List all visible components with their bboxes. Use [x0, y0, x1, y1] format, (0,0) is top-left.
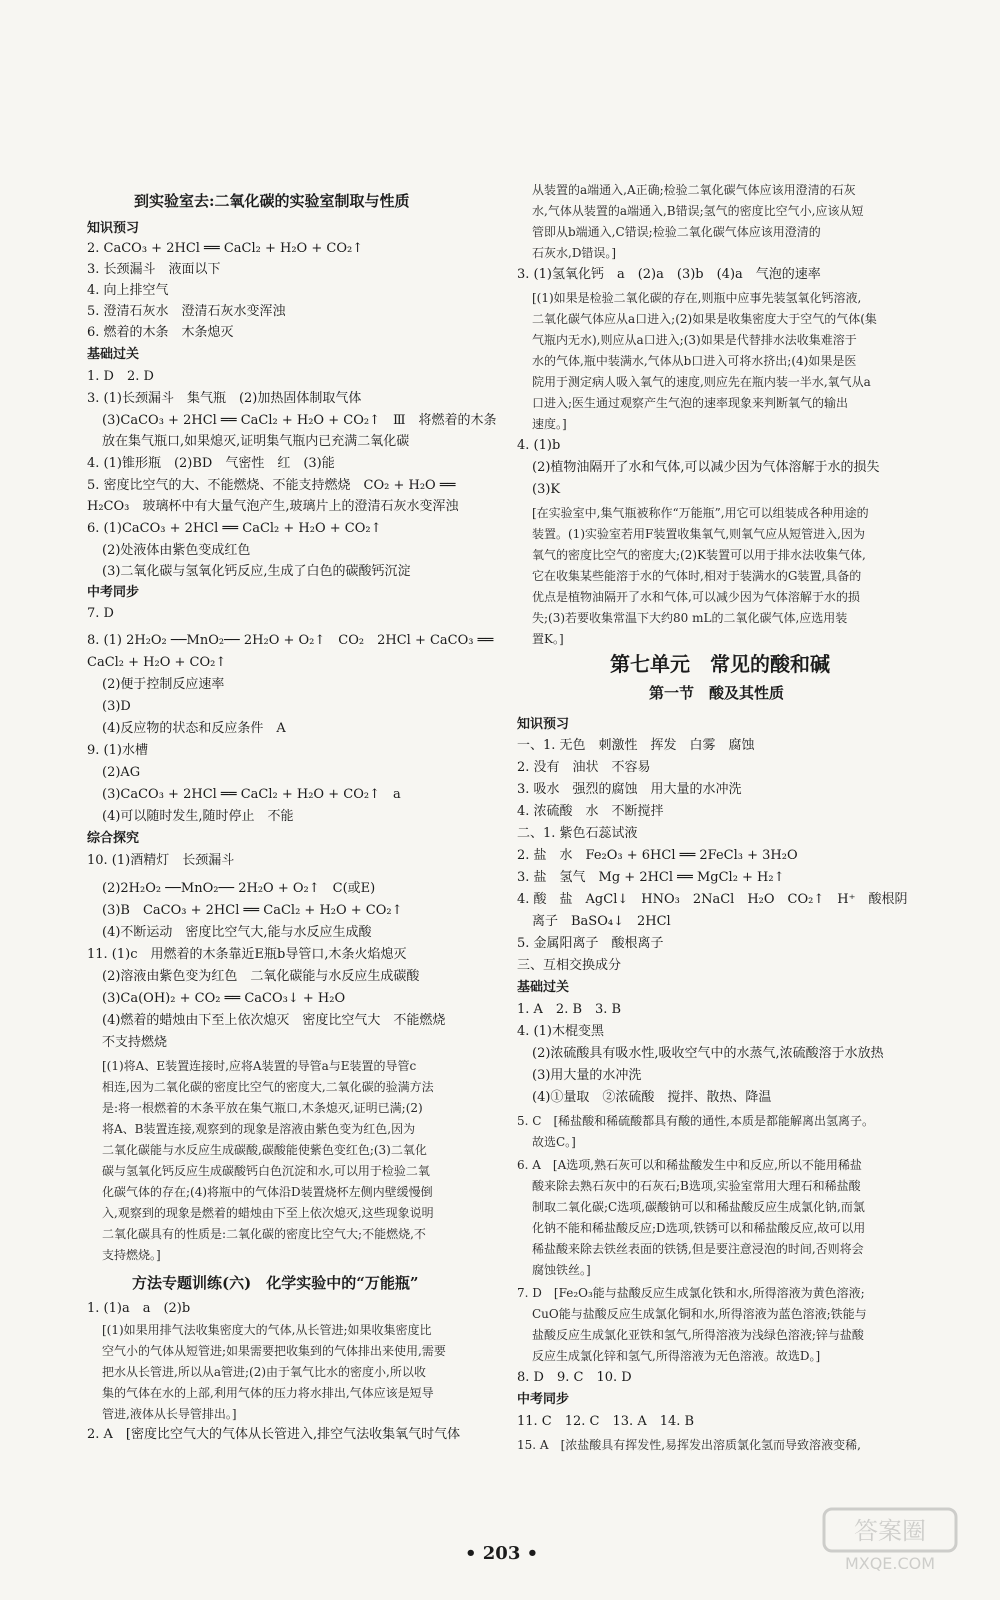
explanation-line: 是:将一根燃着的木条平放在集气瓶口,木条熄灭,证明已满;(2): [102, 1101, 423, 1115]
answer-line: 3. (1)长颈漏斗 集气瓶 (2)加热固体制取气体: [87, 391, 362, 406]
answer-line: 二、1. 紫色石蕊试液: [517, 826, 638, 841]
answer-line: (2)处液体由紫色变成红色: [102, 543, 251, 558]
section-title: 第一节 酸及其性质: [649, 684, 785, 702]
answer-line: 三、互相交换成分: [517, 958, 622, 973]
answer-line: 4. (1)锥形瓶 (2)BD 气密性 红 (3)能: [87, 456, 335, 471]
answer-line: (2)AG: [102, 765, 141, 780]
answer-line: 9. (1)水槽: [87, 743, 148, 758]
answer-line: 3. 吸水 强烈的腐蚀 用大量的水冲洗: [517, 782, 742, 797]
explanation-line: 制取二氧化碳;C选项,碳酸钠可以和稀盐酸反应生成氯化钠,而氯: [532, 1200, 865, 1214]
answer-line: 3. 盐 氢气 Mg + 2HCl ══ MgCl₂ + H₂↑: [517, 870, 785, 885]
explanation-line: 盐酸反应生成氯化亚铁和氢气,所得溶液为浅绿色溶液;锌与盐酸: [532, 1328, 864, 1342]
answer-line: (3)CaCO₃ + 2HCl ══ CaCl₂ + H₂O + CO₂↑ Ⅲ 将燃着的木条: [102, 413, 497, 428]
answer-line: 一、1. 无色 刺激性 挥发 白雾 腐蚀: [517, 738, 755, 753]
answer-line: (4)不断运动 密度比空气大,能与水反应生成酸: [102, 925, 372, 940]
explanation-line: 故选C。]: [532, 1135, 576, 1149]
answer-line: 6. (1)CaCO₃ + 2HCl ══ CaCl₂ + H₂O + CO₂↑: [87, 521, 382, 536]
answer-line: 2. 没有 油状 不容易: [517, 760, 651, 775]
answer-line: 7. D: [87, 606, 114, 621]
explanation-line: 反应生成氯化锌和氢气,所得溶液为无色溶液。故选D。]: [532, 1349, 821, 1363]
explanation-line: 二氧化碳具有的性质是:二氧化碳的密度比空气大;不能燃烧,不: [102, 1227, 426, 1241]
answer-line: 8. (1) 2H₂O₂ ──MnO₂── 2H₂O + O₂↑ CO₂ 2HCl + CaCO₃ ══: [87, 633, 494, 648]
answer-line: 11. (1)c 用燃着的木条靠近E瓶b导管口,木条火焰熄灭: [87, 947, 407, 962]
answer-line: (3)B CaCO₃ + 2HCl ══ CaCl₂ + H₂O + CO₂↑: [102, 903, 403, 918]
explanation-line: 二氧化碳能与水反应生成碳酸,碳酸能使紫色变红色;(3)二氧化: [102, 1143, 427, 1157]
answer-line: (2)浓硫酸具有吸水性,吸收空气中的水蒸气,浓硫酸溶于水放热: [532, 1046, 884, 1061]
explanation-line: 从装置的a端通入,A正确;检验二氧化碳气体应该用澄清的石灰: [532, 183, 856, 197]
explanation-line: 相连,因为二氧化碳的密度比空气的密度大,二氧化碳的验满方法: [102, 1080, 434, 1094]
answer-line: (4)反应物的状态和反应条件 A: [102, 721, 286, 736]
explanation-line: 二氧化碳气体应从a口进入;(2)如果是收集密度大于空气的气体(集: [532, 312, 877, 326]
answer-line: 3. (1)氢氧化钙 a (2)a (3)b (4)a 气泡的速率: [517, 267, 821, 282]
explanation-line: 装置。(1)实验室若用F装置收集氧气,则氧气应从短管进入,因为: [532, 527, 865, 541]
subheading: 中考同步: [517, 1392, 570, 1407]
explanation-line: 口进入;医生通过观察产生气泡的速率现象来判断氧气的输出: [532, 396, 849, 410]
subheading: 中考同步: [87, 585, 140, 600]
explanation-line: 置K。]: [532, 632, 564, 646]
explanation-line: 氧气的密度比空气的密度大;(2)K装置可以用于排水法收集气体,: [532, 548, 866, 562]
answer-line: (3)用大量的水冲洗: [532, 1068, 642, 1083]
explanation-line: 支持燃烧。]: [102, 1248, 161, 1262]
explanation-line: 院用于测定病人吸入氧气的速度,则应先在瓶内装一半水,氧气从a: [532, 375, 871, 389]
answer-line: (3)D: [102, 699, 131, 714]
answer-line: (4)①量取 ②浓硫酸 搅拌、散热、降温: [532, 1090, 772, 1105]
answer-line: 2. A [密度比空气大的气体从长管进入,排空气法收集氧气时气体: [87, 1427, 461, 1442]
explanation-line: 入,观察到的现象是燃着的蜡烛由下至上依次熄灭,这些现象说明: [102, 1206, 434, 1220]
answer-line: (3)二氧化碳与氢氧化钙反应,生成了白色的碳酸钙沉淀: [102, 564, 411, 579]
page-number: • 203 •: [465, 1543, 539, 1564]
answer-line: 4. (1)木棍变黑: [517, 1024, 604, 1039]
answer-line: 4. 向上排空气: [87, 283, 169, 298]
explanation-line: [(1)如果用排气法收集密度大的气体,从长管进;如果收集密度比: [102, 1323, 432, 1337]
explanation-line: 管进,液体从长导管排出。]: [102, 1407, 237, 1421]
answer-line: (2)2H₂O₂ ──MnO₂── 2H₂O + O₂↑ C(或E): [102, 881, 376, 896]
answer-line: (4)燃着的蜡烛由下至上依次熄灭 密度比空气大 不能燃烧: [102, 1013, 446, 1028]
explanation-line: [(1)将A、E装置连接时,应将A装置的导管a与E装置的导管c: [102, 1059, 417, 1073]
explanation-line: 空气小的气体从短管进;如果需要把收集到的气体排出来使用,需要: [102, 1344, 446, 1358]
explanation-line: 水,气体从装置的a端通入,B错误;氢气的密度比空气小,应该从短: [532, 204, 864, 218]
answer-line: 离子 BaSO₄↓ 2HCl: [532, 914, 671, 929]
answer-line: 2. CaCO₃ + 2HCl ══ CaCl₂ + H₂O + CO₂↑: [87, 241, 364, 256]
answer-line: (3)K: [532, 482, 561, 497]
answer-line: 11. C 12. C 13. A 14. B: [517, 1414, 695, 1429]
explanation-line: 碳与氢氧化钙反应生成碳酸钙白色沉淀和水,可以用于检验二氧: [102, 1164, 430, 1178]
answer-line: 8. D 9. C 10. D: [517, 1370, 632, 1385]
answer-line: H₂CO₃ 玻璃杯中有大量气泡产生,玻璃片上的澄清石灰水变浑浊: [87, 499, 459, 514]
explanation-line: 把水从长管进,所以从a管进;(2)由于氧气比水的密度小,所以收: [102, 1365, 426, 1379]
answer-line: 1. A 2. B 3. B: [517, 1002, 622, 1017]
answer-line: (3)Ca(OH)₂ + CO₂ ══ CaCO₃↓ + H₂O: [102, 991, 346, 1006]
answer-line: 4. 浓硫酸 水 不断搅拌: [517, 804, 664, 819]
explanation-line: 集的气体在水的上部,利用气体的压力将水排出,气体应该是短导: [102, 1386, 434, 1400]
explanation-line: 腐蚀铁丝。]: [532, 1263, 591, 1277]
explanation-line: [(1)如果是检验二氧化碳的存在,则瓶中应事先装氢氧化钙溶液,: [532, 291, 862, 305]
explanation-line: 将A、B装置连接,观察到的现象是溶液由紫色变为红色,因为: [102, 1122, 416, 1136]
section-title: 方法专题训练(六) 化学实验中的“万能瓶”: [132, 1274, 419, 1292]
subheading: 知识预习: [87, 221, 140, 236]
explanation-line: [在实验室中,集气瓶被称作“万能瓶”,用它可以组装成各种用途的: [532, 506, 869, 520]
svg-text:MXQE.COM: MXQE.COM: [844, 1554, 936, 1573]
answer-line: 放在集气瓶口,如果熄灭,证明集气瓶内已充满二氧化碳: [102, 434, 410, 449]
explanation-line: 6. A [A选项,熟石灰可以和稀盐酸发生中和反应,所以不能用稀盐: [517, 1158, 862, 1172]
explanation-line: 5. C [稀盐酸和稀硫酸都具有酸的通性,本质是都能解离出氢离子。: [517, 1114, 874, 1128]
answer-line: CaCl₂ + H₂O + CO₂↑: [87, 655, 227, 670]
answer-line: 5. 澄清石灰水 澄清石灰水变浑浊: [87, 304, 286, 319]
explanation-line: 化钠不能和稀盐酸反应;D选项,铁锈可以和稀盐酸反应,故可以用: [532, 1221, 866, 1235]
explanation-line: 优点是植物油隔开了水和气体,可以减少因为气体溶解于水的损: [532, 590, 860, 604]
answer-line: 5. 密度比空气的大、不能燃烧、不能支持燃烧 CO₂ + H₂O ══: [87, 478, 456, 493]
answer-line: 4. 酸 盐 AgCl↓ HNO₃ 2NaCl H₂O CO₂↑ H⁺ 酸根阴: [517, 892, 908, 907]
answer-line: (3)CaCO₃ + 2HCl ══ CaCl₂ + H₂O + CO₂↑ a: [102, 787, 401, 802]
explanation-line: 气瓶内无水),则应从a口进入;(3)如果是代替排水法收集难溶于: [532, 333, 857, 347]
explanation-line: CuO能与盐酸反应生成氯化铜和水,所得溶液为蓝色溶液;铁能与: [532, 1307, 867, 1321]
explanation-line: 它在收集某些能溶于水的气体时,相对于装满水的G装置,具备的: [532, 569, 862, 583]
explanation-line: 失;(3)若要收集常温下大约80 mL的二氧化碳气体,应选用装: [532, 611, 848, 625]
explanation-line: 水的气体,瓶中装满水,气体从b口进入可将水挤出;(4)如果是医: [532, 354, 857, 368]
answer-line: (2)植物油隔开了水和气体,可以减少因为气体溶解于水的损失: [532, 460, 880, 475]
answer-line: (4)可以随时发生,随时停止 不能: [102, 809, 294, 824]
watermark-logo-icon: [820, 1505, 960, 1575]
explanation-line: 管即从b端通入,C错误;检验二氧化碳气体应该用澄清的: [532, 225, 821, 239]
answer-line: 6. 燃着的木条 木条熄灭: [87, 325, 234, 340]
explanation-line: 化碳气体的存在;(4)将瓶中的气体沿D装置烧杯左侧内壁缓慢倒: [102, 1185, 433, 1199]
explanation-line: 稀盐酸来除去铁丝表面的铁锈,但是要注意浸泡的时间,否则将会: [532, 1242, 864, 1256]
explanation-line: 7. D [Fe₂O₃能与盐酸反应生成氯化铁和水,所得溶液为黄色溶液;: [517, 1286, 865, 1300]
explanation-line: 15. A [浓盐酸具有挥发性,易挥发出溶质氯化氢而导致溶液变稀,: [517, 1438, 861, 1452]
unit-title: 第七单元 常见的酸和碱: [610, 652, 830, 676]
explanation-line: 酸来除去熟石灰中的石灰石;B选项,实验室常用大理石和稀盐酸: [532, 1179, 861, 1193]
subheading: 基础过关: [517, 980, 570, 995]
explanation-line: 石灰水,D错误。]: [532, 246, 617, 260]
answer-line: 5. 金属阳离子 酸根离子: [517, 936, 664, 951]
answer-line: (2)便于控制反应速率: [102, 677, 225, 692]
answer-line: 1. (1)a a (2)b: [87, 1301, 191, 1316]
subheading: 基础过关: [87, 347, 140, 362]
answer-line: 1. D 2. D: [87, 369, 154, 384]
subheading: 知识预习: [517, 717, 570, 732]
subheading: 综合探究: [87, 831, 140, 846]
answer-line: (2)溶液由紫色变为红色 二氧化碳能与水反应生成碳酸: [102, 969, 420, 984]
section-title: 到实验室去:二氧化碳的实验室制取与性质: [134, 192, 410, 210]
answer-line: 3. 长颈漏斗 液面以下: [87, 262, 221, 277]
svg-text:答案圈: 答案圈: [854, 1517, 926, 1545]
answer-line: 4. (1)b: [517, 438, 561, 453]
answer-line: 不支持燃烧: [102, 1035, 168, 1050]
answer-line: 10. (1)酒精灯 长颈漏斗: [87, 853, 235, 868]
answer-line: 2. 盐 水 Fe₂O₃ + 6HCl ══ 2FeCl₃ + 3H₂O: [517, 848, 798, 863]
explanation-line: 速度。]: [532, 417, 567, 431]
